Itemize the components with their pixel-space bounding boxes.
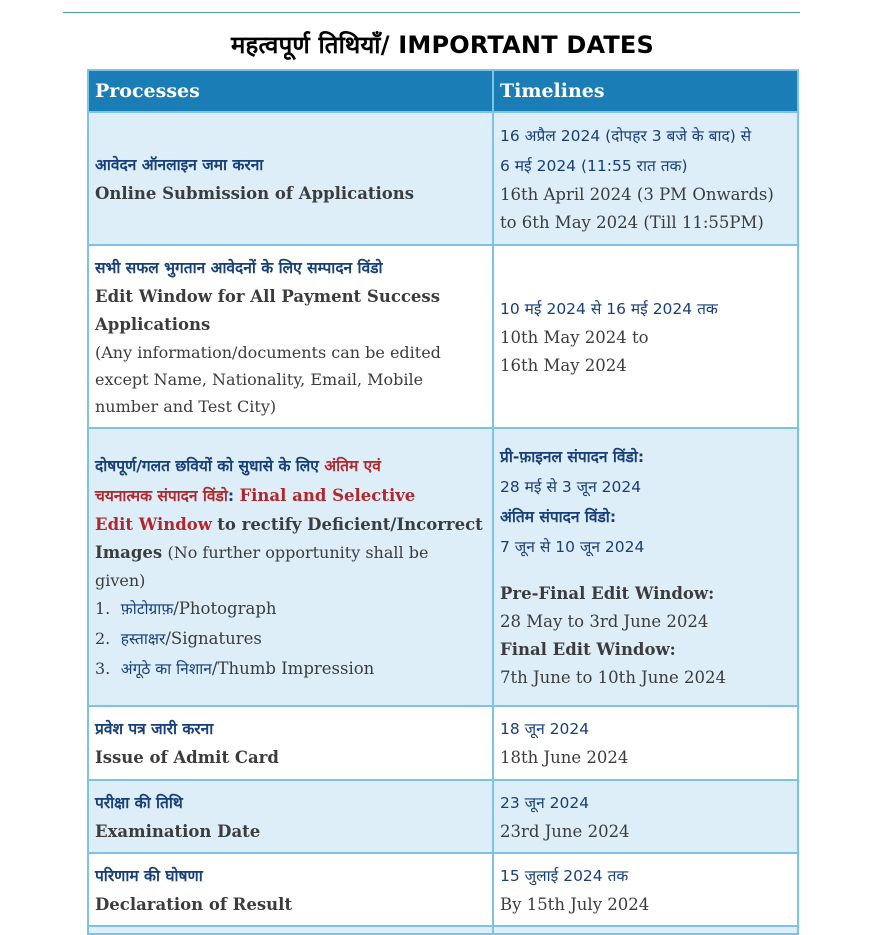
process-cell [88,245,493,428]
process-note: given) [95,570,146,590]
list-hindi: अंगूठे का निशान [120,659,212,678]
process-english: Declaration of Result [95,894,293,914]
timeline-cell [493,112,798,245]
process-cell [88,926,493,934]
list-item [95,654,486,684]
list-hindi: हस्ताक्षर [120,629,166,648]
list-english: /Photograph [173,598,277,618]
process-hindi-line [95,451,486,481]
process-hindi: दोषपूर्ण/गलत छवियों को सुधासे के लिए [95,456,319,475]
spacer [500,562,791,580]
list-item [95,594,486,624]
process-english: Online Submission of Applications [95,183,415,203]
timeline-english: to 6th May 2024 (Till 11:55PM) [500,212,764,232]
process-hindi-line: चयनात्मक संपादन विंडो: Final and Selective [95,485,416,505]
list-number: 3. [95,658,111,678]
timeline-english: 7th June to 10th June 2024 [500,668,727,687]
timeline-cell [493,780,798,853]
timeline-hindi-label: प्री-फ़ाइनल संपादन विंडो: [500,448,645,466]
process-hindi: परिणाम की घोषणा [95,866,203,885]
timeline-cell [493,428,798,706]
timeline-hindi: 16 अप्रैल 2024 (दोपहर 3 बजे के बाद) से [500,126,752,145]
process-english: Edit Window for All Payment Success [95,287,441,306]
process-english-highlight: Edit Window [95,514,212,534]
process-note: except Name, Nationality, Email, Mobile [95,370,424,389]
process-note: number and Test City) [95,397,277,416]
top-divider [63,12,800,13]
list-english: /Thumb Impression [211,658,375,678]
process-english: Images [95,542,163,562]
timeline-hindi: 18 जून 2024 [500,720,590,738]
process-english-highlight: Final and Selective [239,485,416,505]
table-row [88,780,798,853]
timeline-hindi: 10 मई 2024 से 16 मई 2024 तक [500,299,718,318]
list-hindi: फ़ोटोग्राफ़ [120,599,174,618]
timeline-english: 18th June 2024 [500,748,629,767]
timeline-hindi: 7 जून से 10 जून 2024 [500,538,645,556]
table-row-partial [88,926,798,934]
timeline-english: 16th May 2024 [500,355,627,375]
timeline-english-label: Final Edit Window: [500,640,676,659]
page-title: महत्वपूर्ण तिथियाँ/ IMPORTANT DATES [230,31,655,59]
process-hindi: परीक्षा की तिथि [95,793,183,812]
process-english: Issue of Admit Card [95,748,279,767]
table-row [88,853,798,926]
process-hindi: आवेदन ऑनलाइन जमा करना [95,155,264,174]
table-row [88,706,798,780]
table-row [88,428,798,706]
list-english: /Signatures [165,628,262,648]
table-row [88,245,798,428]
process-english-line [95,539,486,567]
process-cell [88,780,493,853]
process-note: (Any information/documents can be edited [95,343,441,362]
table-row [88,112,798,245]
process-english: to rectify Deficient/Incorrect [217,514,483,534]
timeline-cell [493,245,798,428]
process-english: Examination Date [95,821,261,841]
timeline-english-label: Pre-Final Edit Window: [500,584,715,603]
timeline-hindi: 23 जून 2024 [500,793,590,812]
table-header-row [88,70,798,112]
timeline-hindi: 28 मई से 3 जून 2024 [500,478,642,496]
timeline-hindi-label: अंतिम संपादन विंडो: [500,508,617,526]
process-hindi: सभी सफल भुगतान आवेदनों के लिए सम्पादन विंडो [95,259,383,277]
process-hindi: प्रवेश पत्र जारी करना [95,720,214,738]
timeline-hindi: 15 जुलाई 2024 तक [500,866,629,885]
list-item [95,624,486,654]
timeline-english: 16th April 2024 (3 PM Onwards) [500,184,774,204]
header-timelines: Timelines [493,70,798,112]
process-hindi-highlight: चयनात्मक संपादन विंडो [95,486,228,505]
timeline-cell [493,706,798,780]
timeline-english: By 15th July 2024 [500,894,650,914]
process-cell [88,112,493,245]
timeline-hindi: 6 मई 2024 (11:55 रात तक) [500,156,688,175]
timeline-cell [493,926,798,934]
process-hindi-highlight: अंतिम एवं [324,456,381,475]
process-cell [88,428,493,706]
timeline-english: 23rd June 2024 [500,821,630,841]
process-cell [88,853,493,926]
timeline-english: 28 May to 3rd June 2024 [500,612,709,631]
header-processes: Processes [88,70,493,112]
process-english-line [95,511,486,539]
timeline-cell [493,853,798,926]
list-number: 1. [95,598,111,618]
process-english: Applications [95,315,211,334]
timeline-english: 10th May 2024 to [500,327,649,347]
process-note: (No further opportunity shall be [167,542,429,562]
process-cell [88,706,493,780]
list-number: 2. [95,628,111,648]
important-dates-table [87,69,799,935]
